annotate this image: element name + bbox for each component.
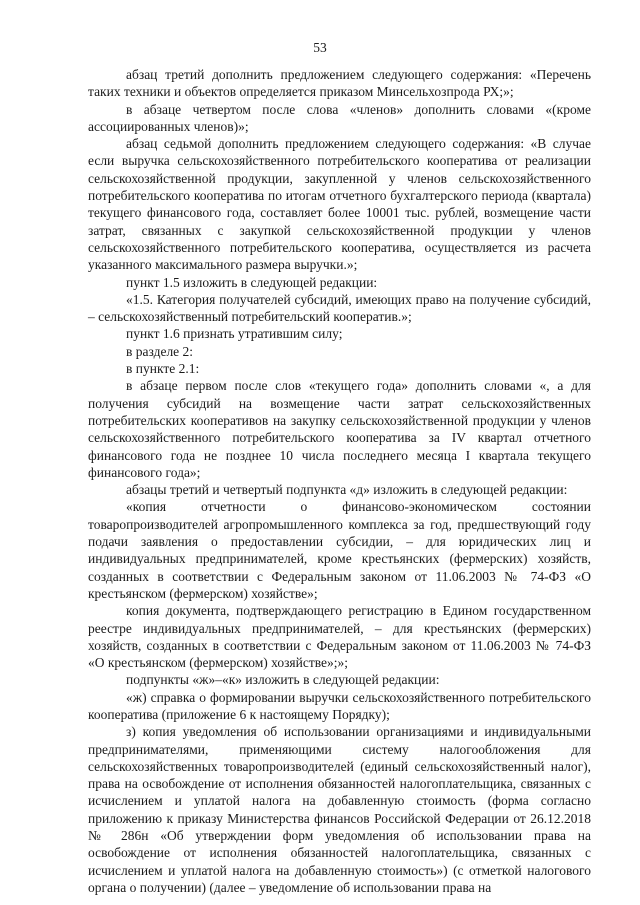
page-number: 53: [313, 40, 327, 55]
paragraph: абзац третий дополнить предложением следующего содержания: «Перечень таких техники и объектов определяется приказом Минсельхозпрода РХ;»;: [88, 67, 591, 100]
paragraph: копия документа, подтверждающего регистрацию в Едином государственном реестре индивидуальных предпринимателей, – для крестьянских (фермерских) хозяйств, созданных в соответствии с Федеральным законом от 11.06.2003 № 74-ФЗ «О крестьянском (фермерском) хозяйстве»;»;: [88, 603, 591, 671]
paragraph: «копия отчетности о финансово-экономическом состоянии товаропроизводителей агропромышленного комплекса за год, предшествующий году подачи заявления о предоставлении субсидии, – для юридических лиц и индивидуальных предпринимателей, кроме крестьянских (фермерских) хозяйств, созданных в соответствии с Федеральным законом от 11.06.2003 № 74-ФЗ «О крестьянском (фермерском) хозяйстве»;: [88, 499, 591, 601]
paragraph: в абзаце первом после слов «текущего года» дополнить словами «, а для получения субсидий на возмещение части затрат сельскохозяйственных потребительских кооперативов на закупку сельскохозяйственной продукции у членов сельскохозяйственного потребительского кооператива за IV квартал отчетного финансового года не позднее 10 числа последнего месяца I квартала текущего финансового года»;: [88, 378, 591, 480]
paragraph: «1.5. Категория получателей субсидий, имеющих право на получение субсидий, – сельскохозяйственный потребительский кооператив.»;: [88, 291, 591, 325]
paragraph: подпункты «ж»–«к» изложить в следующей редакции:: [126, 672, 440, 688]
paragraph: в абзаце четвертом после слова «членов» дополнить словами «(кроме ассоциированных членов)»;: [88, 101, 591, 134]
paragraph: абзацы третий и четвертый подпункта «д» изложить в следующей редакции:: [126, 482, 568, 498]
paragraph: «ж) справка о формировании выручки сельскохозяйственного потребительского кооператива (приложение 6 к настоящему Порядку);: [88, 689, 591, 722]
document-body: [88, 66, 591, 896]
paragraph: абзац седьмой дополнить предложением следующего содержания: «В случае если выручка сельскохозяйственного потребительского кооператива от реализации сельскохозяйственной продукции, закупленной у членов сельскохозяйственного потребительского кооператива по итогам отчетного бухгалтерского периода (квартала) текущего финансового года, составляет более 10001 тыс. рублей, возмещение части затрат, связанных с закупкой сельскохозяйственной продукции у членов сельскохозяйственного потребительского кооператива, осуществляется из расчета указанного максимального размера выручки.»;: [88, 136, 591, 273]
paragraph: в разделе 2:: [126, 343, 194, 359]
paragraph: пункт 1.5 изложить в следующей редакции:: [126, 274, 378, 290]
paragraph: в пункте 2.1:: [126, 361, 200, 377]
paragraph: з) копия уведомления об использовании организациями и индивидуальными предпринимателями, применяющими систему налогообложения для сельскохозяйственных товаропроизводителей (единый сельскохозяйственный налог), права на освобождение от исполнения обязанностей налогоплательщика, связанных с исчислением и уплатой налога на добавленную стоимость (форма согласно приложению к приказу Министерства финансов Российской Федерации от 26.12.2018 № 286н «Об утверждении форм уведомления об использовании права на освобождение от исполнения обязанностей налогоплательщика, связанных с исчислением и уплатой налога на добавленную стоимость») (с отметкой налогового органа о получении) (далее – уведомление об использовании права на: [88, 724, 591, 895]
paragraph: пункт 1.6 признать утратившим силу;: [126, 326, 343, 342]
